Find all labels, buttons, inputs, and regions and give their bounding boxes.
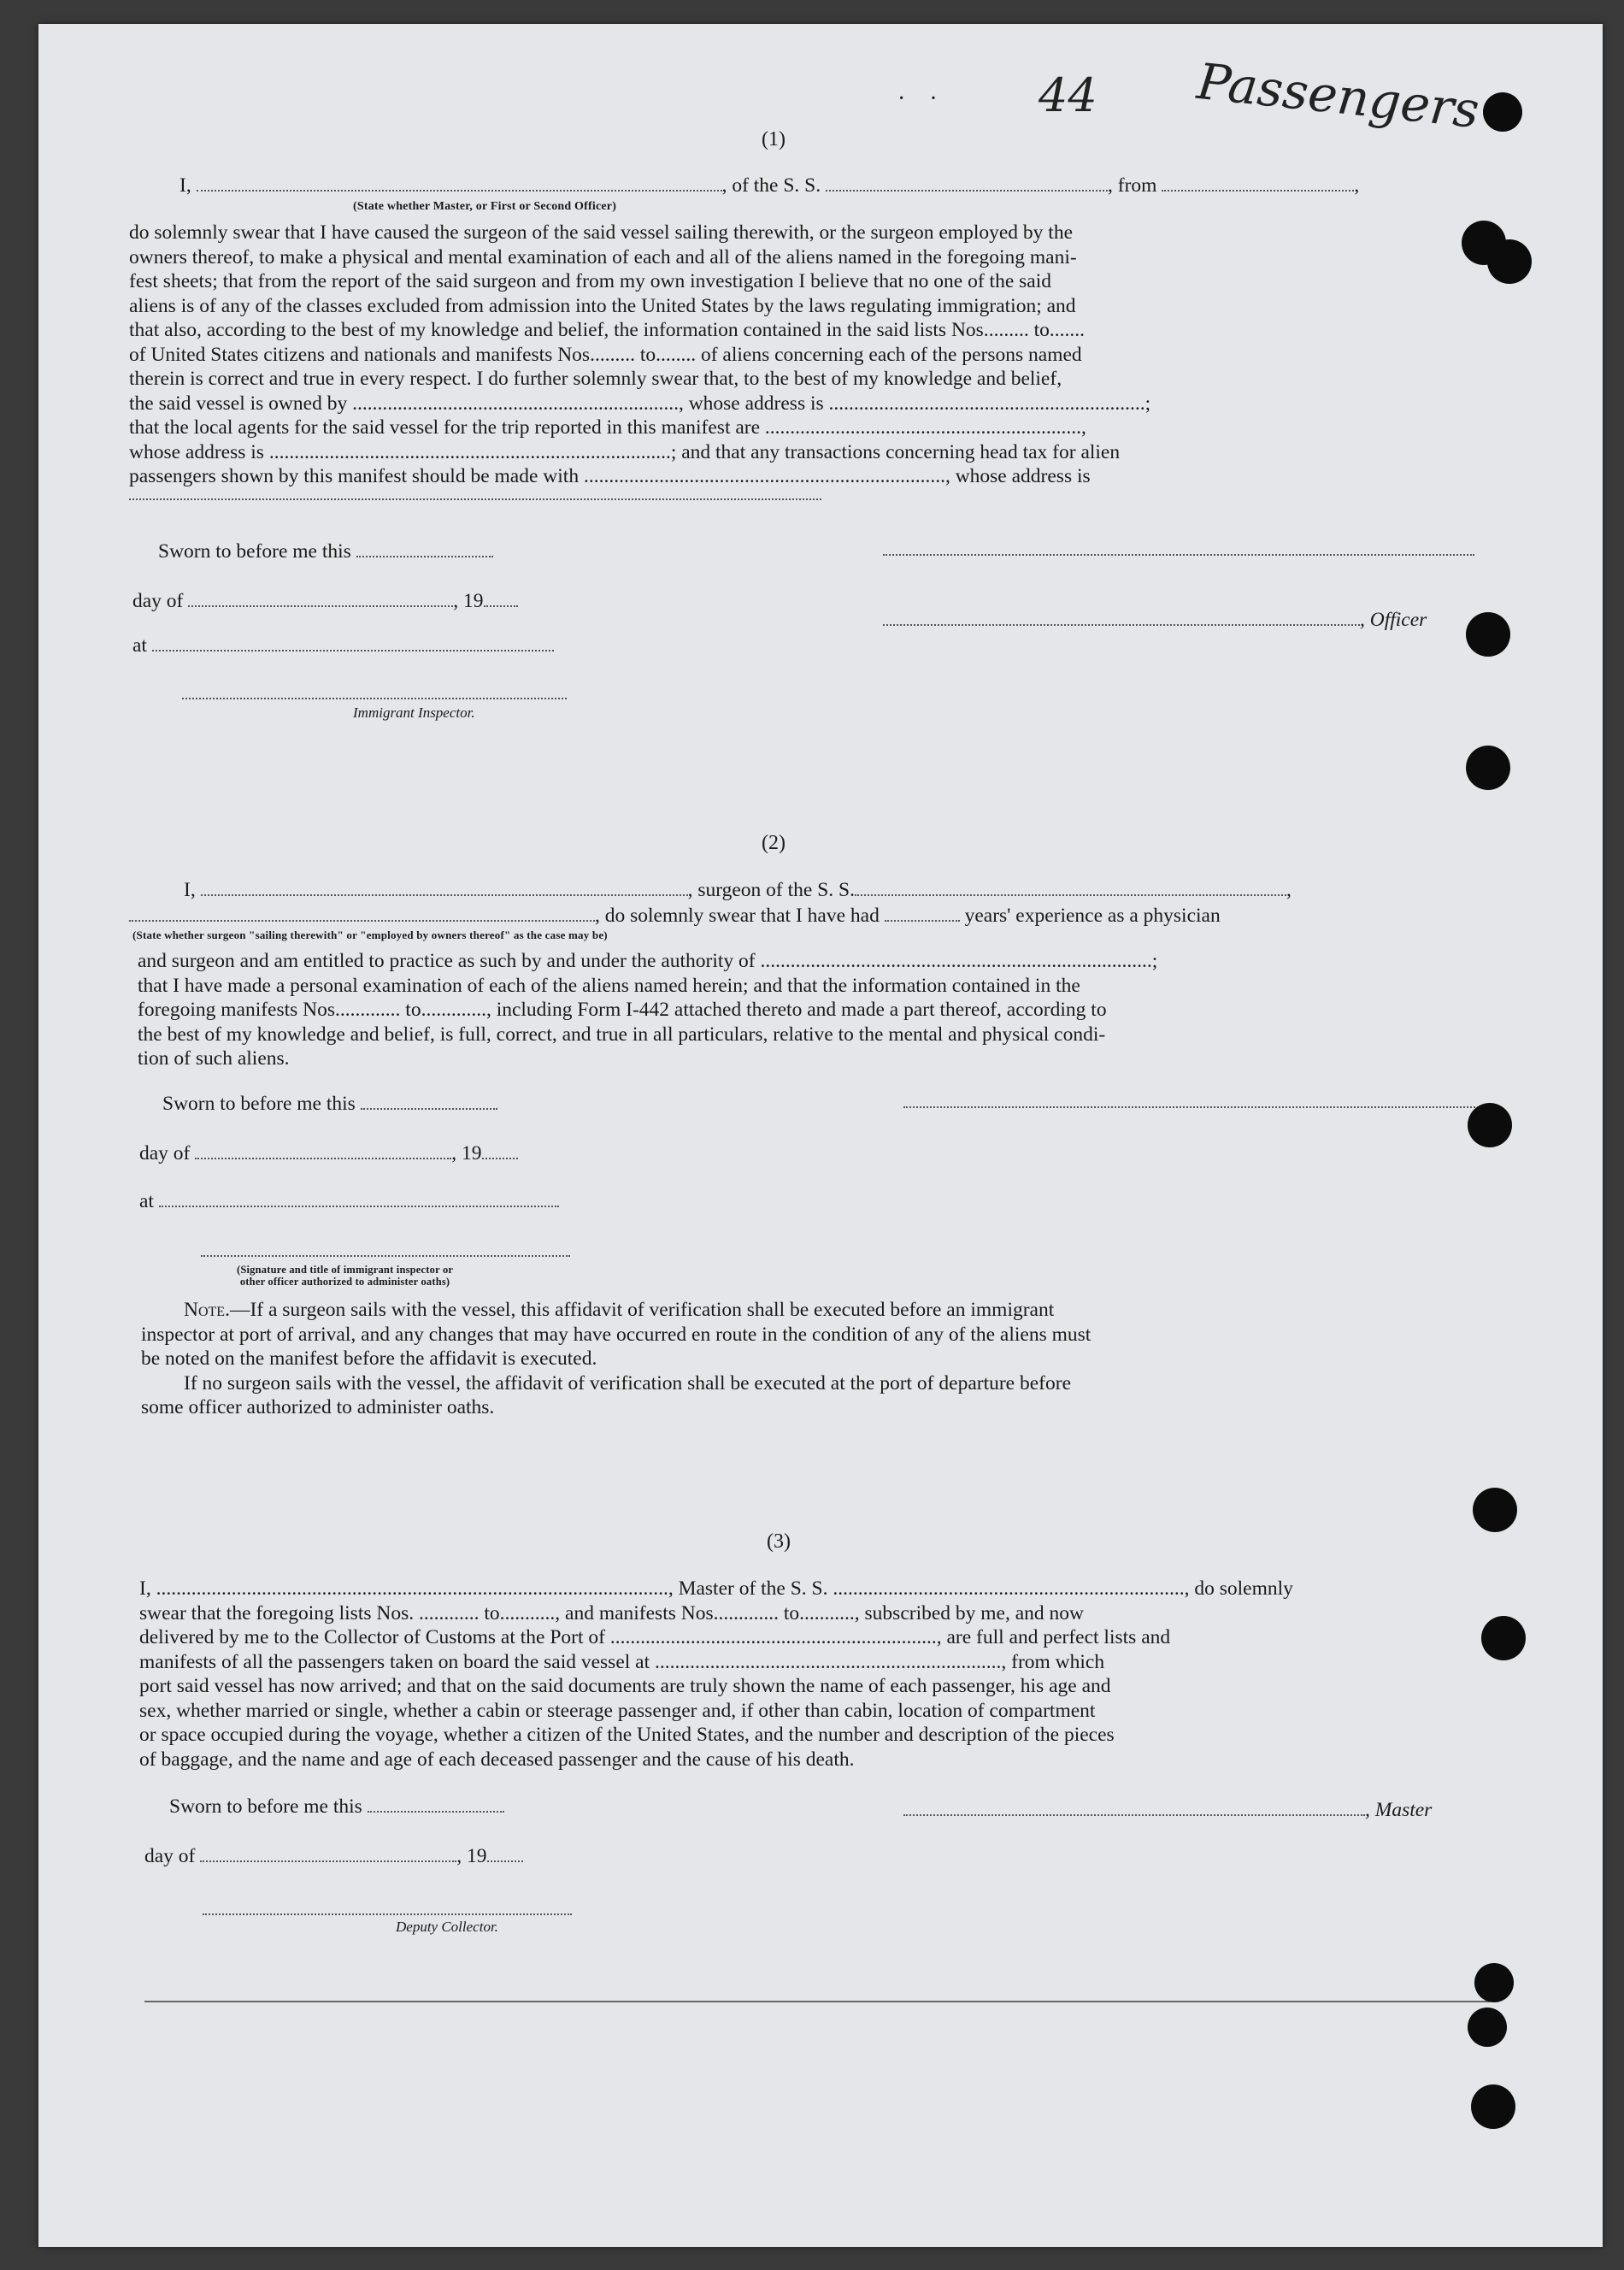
section2-first-line: I, , surgeon of the S. S. , [184, 879, 1292, 901]
section2-signature-caption: (Signature and title of immigrant inspector or other officer authorized to administer oaths) [237, 1264, 454, 1288]
text-line: passengers shown by this manifest should be made with ........................................................................, whose address is [129, 465, 1091, 487]
note-line: Note.—If a surgeon sails with the vessel, this affidavit of verification shall be executed before an immigrant [184, 1299, 1055, 1321]
binding-hole [1483, 92, 1522, 132]
bottom-rule [144, 2001, 1490, 2002]
text-line: and surgeon and am entitled to practice as such by and under the authority of ..............................................................................; [138, 950, 1158, 972]
section1-day-of: day of , 19 [132, 590, 518, 613]
binding-hole [1473, 1488, 1517, 1532]
text-line: the said vessel is owned by ................................................................., whose address is ...............................................................; [129, 392, 1151, 415]
section2-at: at [139, 1190, 559, 1213]
text-line: that also, according to the best of my knowledge and belief, the information contained in the said lists Nos......... to....... [129, 319, 1085, 341]
vessel-label: , of the S. S. [721, 174, 821, 197]
section1-officer-signature-top-blank [883, 554, 1474, 556]
text-line: port said vessel has now arrived; and that on the said documents are truly shown the name of each passenger, his age and [139, 1675, 1111, 1697]
text-line: tion of such aliens. [138, 1047, 290, 1070]
text-line: of United States citizens and nationals and manifests Nos......... to........ of aliens concerning each of the persons named [129, 343, 1082, 366]
section2-number: (2) [762, 832, 786, 854]
section3-master-line: , Master [903, 1799, 1432, 1822]
section1-address-continuation-blank [129, 498, 821, 500]
text-line: the best of my knowledge and belief, is full, correct, and true in all particulars, relative to the mental and physical condi- [138, 1023, 1106, 1046]
section3-number: (3) [767, 1530, 791, 1553]
text-line: sex, whether married or single, whether a cabin or steerage passenger and, if other than cabin, location of compartment [139, 1699, 1096, 1722]
note-line: be noted on the manifest before the affidavit is executed. [141, 1347, 597, 1370]
section3-day-of: day of , 19 [144, 1845, 523, 1868]
text-line: foregoing manifests Nos............. to............., including Form I-442 attached thereto and made a part thereof, according to [138, 999, 1107, 1021]
section1-at: at [132, 634, 554, 657]
text-line: whose address is ................................................................................; and that any transactions concerning head tax for alien [129, 440, 1121, 463]
text-line: of baggage, and the name and age of each deceased passenger and the cause of his death. [139, 1748, 855, 1771]
section3-sworn: Sworn to before me this [169, 1795, 504, 1819]
document-page [38, 24, 1603, 2247]
section1-number: (1) [762, 128, 786, 150]
text-line: fest sheets; that from the report of the said surgeon and from my own investigation I believe that no one of the said [129, 270, 1051, 292]
handwritten-scrawl: Passengers [1194, 51, 1482, 140]
text-line: owners thereof, to make a physical and mental examination of each and all of the aliens named in the foregoing mani- [129, 245, 1077, 268]
handwritten-page-number: 44 [1039, 68, 1097, 122]
section1-body [129, 221, 1474, 489]
text-line: that the local agents for the said vessel for the trip reported in this manifest are ..............................................................., [129, 416, 1086, 439]
section1-officer-line: , Officer [883, 609, 1427, 632]
section2-sworn: Sworn to before me this [162, 1093, 497, 1116]
text-line: therein is correct and true in every respect. I do further solemnly swear that, to the best of my knowledge and belief, [129, 368, 1062, 390]
text-line: delivered by me to the Collector of Customs at the Port of ................................................................., are full and perfect lists and [139, 1626, 1171, 1648]
section2-second-line: , do solemnly swear that I have had years' experience as a physician [129, 905, 1221, 928]
from-blank [1162, 185, 1354, 192]
rank-blank [197, 185, 722, 192]
section3-collector-label: Deputy Collector. [396, 1919, 498, 1935]
section1-caption: (State whether Master, or First or Second Officer) [353, 200, 617, 213]
margin-marks: · · [897, 85, 938, 112]
section2-caption: (State whether surgeon "sailing therewith" or "employed by owners thereof" as the case may be) [132, 929, 608, 941]
section1-first-line: I, , of the S. S. , from , [179, 174, 1360, 197]
binding-hole [1466, 746, 1510, 790]
section2-note [141, 1298, 1486, 1420]
section1-inspector-label: Immigrant Inspector. [353, 705, 475, 721]
binding-hole [1468, 2008, 1507, 2047]
section3-body [139, 1577, 1492, 1772]
text-line: do solemnly swear that I have caused the surgeon of the said vessel sailing therewith, or the surgeon employed by the [129, 221, 1074, 244]
vessel-blank [826, 185, 1108, 192]
binding-hole [1474, 1963, 1514, 2002]
text-line: aliens is of any of the classes excluded from admission into the United States by the laws regulating immigration; and [129, 294, 1076, 317]
binding-hole [1487, 239, 1532, 284]
note-line: some officer authorized to administer oaths. [141, 1396, 495, 1418]
binding-hole [1471, 2084, 1515, 2129]
pronoun: I, [179, 174, 191, 197]
from-label: , from [1108, 174, 1157, 197]
text-line: swear that the foregoing lists Nos. ............ to..........., and manifests Nos............. to..........., subscribed by me, and now [139, 1601, 1085, 1624]
text-line: or space occupied during the voyage, whether a citizen of the United States, and the number and description of the pieces [139, 1724, 1115, 1746]
note-line: If no surgeon sails with the vessel, the affidavit of verification shall be executed at the port of departure before [184, 1371, 1071, 1394]
section3-collector-signature-blank [203, 1913, 572, 1915]
text-line: I, ......................................................................................................, Master of the S. S. ......................................................................, do solemnly [139, 1577, 1293, 1600]
binding-hole [1481, 1616, 1526, 1660]
section1-sworn: Sworn to before me this [158, 540, 493, 563]
note-label: Note. [184, 1299, 230, 1321]
section2-inspector-signature-blank [201, 1255, 570, 1257]
section1-inspector-signature-blank [182, 698, 567, 699]
binding-hole [1468, 1103, 1512, 1147]
section2-day-of: day of , 19 [139, 1142, 518, 1165]
text-line: that I have made a personal examination of each of the aliens named herein; and that the information contained in the [138, 974, 1080, 997]
section2-body [138, 949, 1483, 1071]
text-line: manifests of all the passengers taken on board the said vessel at ....................................................................., from which [139, 1650, 1105, 1673]
note-line: inspector at port of arrival, and any changes that may have occurred en route in the condition of any of the aliens must [141, 1323, 1091, 1346]
section2-signature-blank [903, 1106, 1485, 1108]
binding-hole [1466, 612, 1510, 657]
